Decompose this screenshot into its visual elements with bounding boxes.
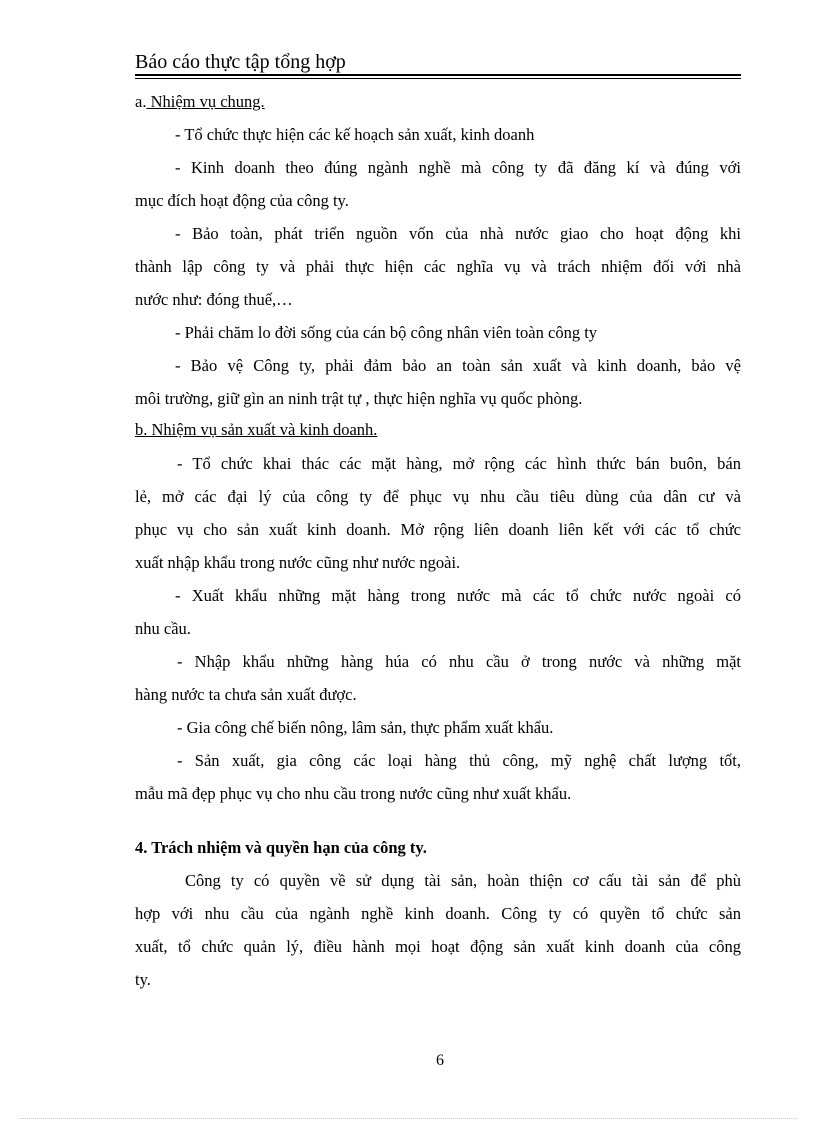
page-edge-divider (20, 1118, 796, 1119)
paragraph-line: môi trường, giữ gìn an ninh trật tự , thực hiện nghĩa vụ quốc phòng. (135, 389, 583, 408)
page-header (135, 50, 741, 79)
paragraph-line: mục đích hoạt động của công ty. (135, 191, 349, 210)
paragraph-line: lẻ, mở các đại lý của công ty để phục vụ nhu cầu tiêu dùng của dân cư và (135, 487, 741, 506)
paragraph-line: - Kinh doanh theo đúng ngành nghề mà công ty đã đăng kí và đúng với (175, 158, 741, 177)
page-number: 6 (436, 1052, 444, 1069)
paragraph-line: xuất nhập khẩu trong nước cũng như nước ngoài. (135, 553, 461, 572)
paragraph-line: - Sản xuất, gia công các loại hàng thủ công, mỹ nghệ chất lượng tốt, (177, 751, 741, 770)
section-a-prefix: a. (135, 92, 147, 111)
paragraph-line: ty. (135, 970, 151, 989)
paragraph-line: - Gia công chế biến nông, lâm sản, thực phẩm xuất khẩu. (177, 718, 554, 737)
section-b-heading: b. Nhiệm vụ sản xuất và kinh doanh. (135, 420, 378, 439)
paragraph-line: - Nhập khẩu những hàng húa có nhu cầu ở trong nước và những mặt (177, 652, 741, 671)
paragraph-line: - Bảo toàn, phát triển nguồn vốn của nhà nước giao cho hoạt động khi (175, 224, 741, 243)
paragraph-line: mẫu mã đẹp phục vụ cho nhu cầu trong nước cũng như xuất khẩu. (135, 784, 572, 803)
paragraph-line: thành lập công ty và phải thực hiện các nghĩa vụ và trách nhiệm đối với nhà (135, 257, 741, 276)
paragraph-line: - Xuất khẩu những mặt hàng trong nước mà các tổ chức nước ngoài có (175, 586, 741, 605)
section-4-heading: 4. Trách nhiệm và quyền hạn của công ty. (135, 838, 427, 857)
header-title: Báo cáo thực tập tổng hợp (135, 51, 346, 73)
paragraph-line: - Tổ chức khai thác các mặt hàng, mở rộng các hình thức bán buôn, bán (177, 454, 741, 473)
paragraph-line: - Bảo vệ Công ty, phải đảm bảo an toàn sản xuất và kinh doanh, bảo vệ (175, 356, 741, 375)
paragraph-line: hợp với nhu cầu của ngành nghề kinh doanh. Công ty có quyền tổ chức sản (135, 904, 741, 923)
header-rule (135, 74, 741, 79)
paragraph-line: phục vụ cho sản xuất kinh doanh. Mở rộng liên doanh liên kết với các tổ chức (135, 520, 741, 539)
paragraph-line: nước như: đóng thuế,… (135, 290, 293, 309)
section-a-heading (135, 92, 265, 112)
paragraph-line: Công ty có quyền về sử dụng tài sản, hoàn thiện cơ cấu tài sản để phù (185, 871, 741, 890)
paragraph-line: nhu cầu. (135, 619, 191, 638)
paragraph-line: - Phải chăm lo đời sống của cán bộ công nhân viên toàn công ty (175, 323, 598, 342)
paragraph-line: xuất, tổ chức quản lý, điều hành mọi hoạt động sản xuất kinh doanh của công (135, 937, 741, 956)
section-a-title: Nhiệm vụ chung. (146, 92, 265, 111)
paragraph-line: hàng nước ta chưa sản xuất được. (135, 685, 357, 704)
paragraph-line: - Tổ chức thực hiện các kế hoạch sản xuất, kinh doanh (175, 125, 535, 144)
